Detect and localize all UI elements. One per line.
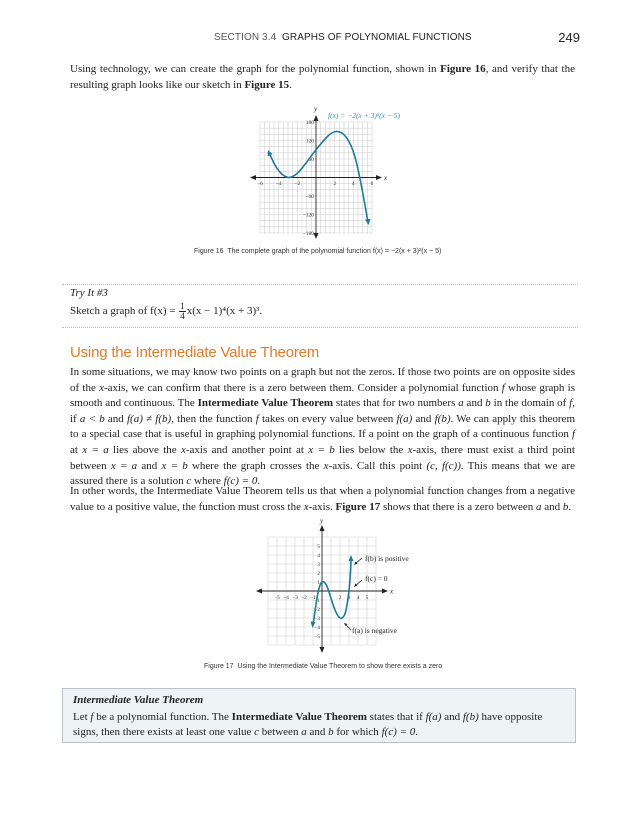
svg-text:−1: −1 [310,595,316,601]
svg-text:−120: −120 [302,212,314,219]
chapter-title: GRAPHS OF POLYNOMIAL FUNCTIONS [282,32,472,43]
y-tick-labels [314,544,320,640]
svg-text:−2: −2 [314,607,320,613]
figure-17-caption: Figure 17 Using the Intermediate Value Theorem to show there exists a zero [204,663,443,670]
running-header [0,30,630,46]
x-axis-label: x [384,174,388,182]
svg-text:−5: −5 [314,634,320,640]
fa-negative-label: f(a) is negative [352,626,397,635]
theorem-title: Intermediate Value Theorem [73,694,204,706]
svg-text:5: 5 [317,544,320,550]
y-axis-down-arrow [314,233,319,239]
y-axis-up-arrow [320,525,325,531]
section-title [214,32,472,43]
x-axis-right-arrow [382,589,388,594]
svg-text:4: 4 [351,181,355,187]
theorem-text: Let f be a polynomial function. The Intermediate Value Theorem states that if f(a) and f(b) have opposite signs, then there exists at least one value c between a and b for which f(c) = 0. [73,711,543,738]
try-it-label: Try It #3 [70,287,108,299]
svg-text:180: 180 [305,120,314,126]
svg-text:5: 5 [365,595,369,601]
svg-text:−6: −6 [257,181,263,187]
x-axis-left-arrow [256,589,262,594]
svg-text:3: 3 [317,562,320,568]
svg-text:4: 4 [317,553,320,559]
svg-text:2: 2 [338,595,342,601]
annotation-arrows [345,558,362,630]
section-heading: Using the Intermediate Value Theorem [70,344,320,361]
y-axis-label: y [314,105,318,113]
figure-17-ref: Figure 17 [335,500,381,513]
x-axis-label: x [390,587,394,596]
function-label: f(x) = −2(x + 3)²(x − 5) [328,111,401,120]
figure-16-caption: Figure 16 The complete graph of the polynomial function f(x) = −2(x + 3)²(x − 5) [194,248,442,255]
x-axis-left-arrow [250,175,256,180]
polynomial-curve [313,558,351,625]
try-it-top-divider [62,284,578,285]
x-axis-right-arrow [376,175,382,180]
fc-zero-label: f(c) = 0 [365,574,388,583]
try-it-text: Sketch a graph of f(x) = $\frac{1}{4}$ x(x − 1)⁴(x + 3)³. [70,301,263,321]
svg-text:1: 1 [317,580,320,586]
fraction: $\frac{1}{4}$ [180,301,185,321]
y-axis-up-arrow [314,115,319,121]
svg-text:−1: −1 [314,598,320,604]
figure-17-graph [250,515,440,655]
svg-text:−60: −60 [305,194,314,200]
section-number: SECTION 3.4 [214,32,277,43]
ivt-paragraph-2: In other words, the Intermediate Value Theorem tells us that when a polynomial function changes from a negative value to a positive value, the function must cross the x-axis. Figure 17 shows that there is a zero between a and b. [70,485,575,513]
intro-paragraph: Using technology, we can create the graph for the polynomial function, shown in Figure 16, and verify that the resulting graph looks like our sketch in Figure 15. [70,63,575,91]
svg-text:−5: −5 [274,595,280,601]
theorem-box [62,688,576,743]
page-number: 249 [558,30,580,45]
svg-text:−2: −2 [301,595,307,601]
svg-text:2: 2 [333,181,337,187]
svg-text:3: 3 [347,595,351,601]
curve-arrow-right [365,219,371,225]
figure-15-ref: Figure 15 [244,78,290,91]
figure-16-graph [240,100,440,240]
svg-text:120: 120 [305,138,314,145]
axes [252,117,380,237]
svg-text:−4: −4 [283,595,289,601]
svg-text:−2: −2 [294,181,301,187]
fb-positive-label: f(b) is positive [365,554,409,563]
y-axis-down-arrow [320,647,325,653]
svg-text:−3: −3 [292,595,298,601]
y-tick-labels [303,120,315,237]
svg-text:−3: −3 [314,616,320,622]
svg-text:−4: −4 [275,181,282,187]
svg-text:−180: −180 [302,231,314,237]
svg-text:−4: −4 [314,625,320,631]
svg-text:6: 6 [370,181,374,187]
try-it-bottom-divider [62,327,578,328]
svg-text:4: 4 [356,595,360,601]
y-axis-label: y [320,517,324,525]
figure-16-ref: Figure 16 [440,63,486,75]
ivt-paragraph-1: In some situations, we may know two points on a graph but not the zeros. If those two points are on opposite sides of the x-axis, we can confirm that there is a zero between them. Consider a polynomial function f whose graph is smooth and continuous. The Intermediate Value Theorem states that for two numbers a and b in the domain of f, if a < b and f(a) ≠ f(b), then the function f takes on every value between f(a) and f(b). We can apply this theorem to a special case that is useful in graphing polynomial functions. If a point on the graph of a continuous function f at x = a lies above the x-axis and another point at x = b lies below the x-axis, there must exist a third point between x = a and x = b where the graph crosses the x-axis. Call this point (c, f(c)). This means that we are assured there is a solution c where f(c) = 0. [70,366,575,488]
svg-text:2: 2 [317,571,320,577]
svg-text:60: 60 [308,157,314,163]
